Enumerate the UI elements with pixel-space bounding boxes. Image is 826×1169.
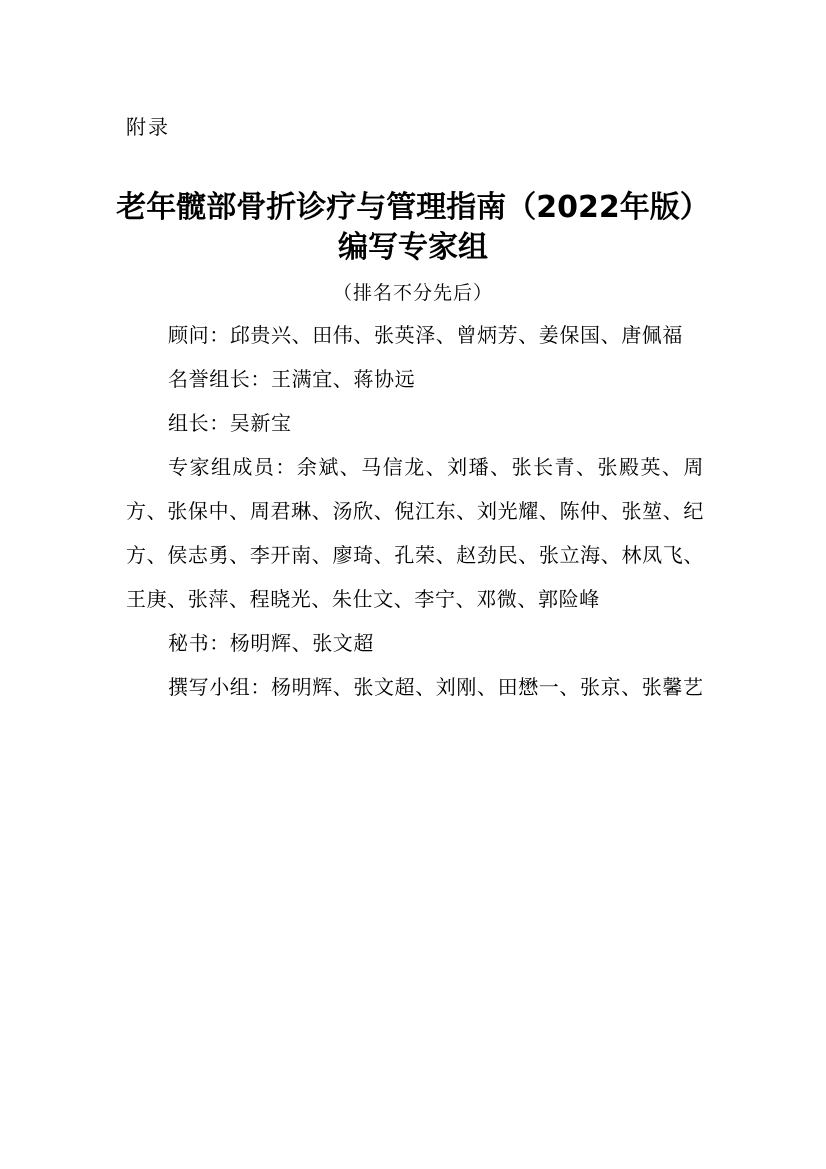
document-title: 老年髋部骨折诊疗与管理指南（2022年版） (116, 190, 710, 225)
writing-team-paragraph: 撰写小组：杨明辉、张文超、刘刚、田懋一、张京、张馨艺 (168, 675, 704, 699)
group-members-paragraph: 专家组成员：余斌、马信龙、刘璠、张长青、张殿英、周方、张保中、周君琳、汤欣、倪江东、刘光耀、陈仲、张堃、纪方、侯志勇、李开南、廖琦、孔荣、赵劲民、张立海、林凤飞、王庚、张萍、程晓光、朱仕文、李宁、邓微、郭险峰 (126, 455, 704, 611)
appendix-label: 附录 (126, 115, 170, 139)
honorary-leaders-paragraph: 名誉组长：王满宜、蒋协远 (168, 367, 416, 391)
advisors-paragraph: 顾问：邱贵兴、田伟、张英泽、曾炳芳、姜保国、唐佩福 (168, 323, 683, 347)
secretaries-paragraph: 秘书：杨明辉、张文超 (168, 631, 374, 655)
document-title-second-line: 编写专家组 (338, 230, 488, 265)
expert-group-body (126, 313, 704, 709)
group-leader-paragraph: 组长：吴新宝 (168, 411, 292, 435)
ordering-note: （排名不分先后） (332, 282, 493, 304)
